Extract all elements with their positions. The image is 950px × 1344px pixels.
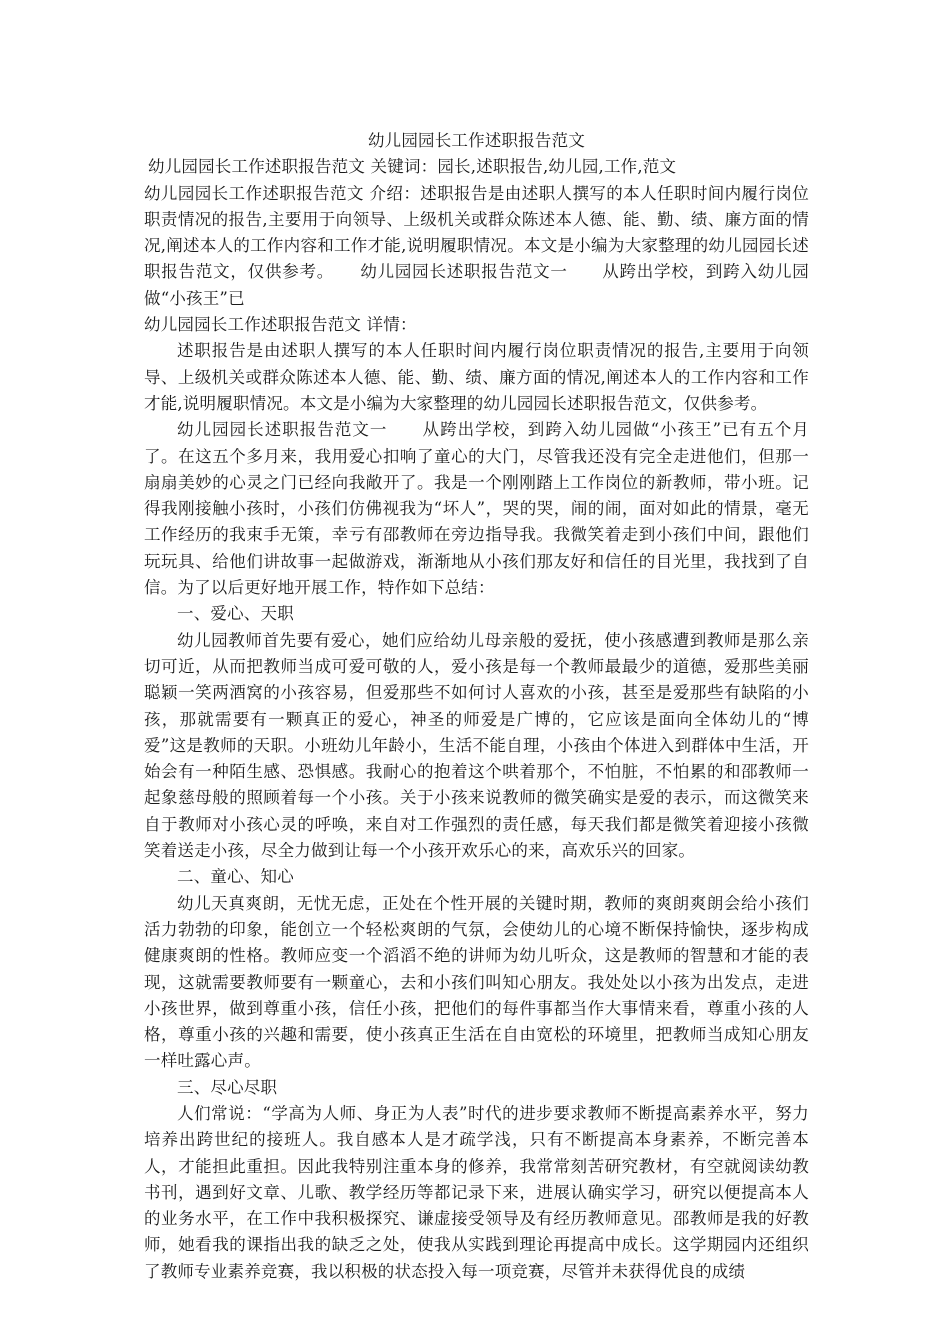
document-title: 幼儿园园长工作述职报告范文 xyxy=(367,131,586,150)
details-line: 幼儿园园长工作述职报告范文 详情： xyxy=(144,315,417,335)
section-paragraph: 人们常说：“学高为人师、身正为人表”时代的进步要求教师不断提高素养水平，努力培养出跨世纪的接班人。我自感本人是才疏学浅，只有不断提高本身素养，不断完善本人，才能担此重担。因此我特别注重本身的修养，我常常刻苦研究教材，有空就阅读幼教书刊，遇到好文章、儿歌、教学经历等都记录下来，进展认确实学习，研究以便提高本人的业务水平，在工作中我积极探究、谦虚接受领导及有经历教师意见。邵教师是我的好教师，她看我的课指出我的缺乏之处，使我从实践到理论再提高中成长。这学期园内还组织了教师专业素养竞赛，我以积极的状态投入每一项竞赛，尽管并未获得优良的成绩 xyxy=(144,1103,809,1281)
section-paragraph: 幼儿园教师首先要有爱心，她们应给幼儿母亲般的爱抚，使小孩感遭到教师是那么亲切可近，从而把教师当成可爱可敬的人，爱小孩是每一个教师最最少的道德，爱那些美丽聪颖一笑两酒窝的小孩容易，但爱那些不如何讨人喜欢的小孩，甚至是爱那些有缺陷的小孩，那就需要有一颗真正的爱心，神圣的师爱是广博的，它应该是面向全体幼儿的“博爱”这是教师的天职。小班幼儿年龄小，生活不能自理，小孩由个体进入到群体中生活，开始会有一种陌生感、恐惧感。我耐心的抱着这个哄着那个，不怕脏，不怕累的和邵教师一起象慈母般的照顾着每一个小孩。关于小孩来说教师的微笑确实是爱的表示，而这微笑来自于教师对小孩心灵的呼唤，来自对工作强烈的责任感，每天我们都是微笑着迎接小孩微笑着送走小孩，尽全力做到让每一个小孩开欢乐心的来，高欢乐兴的回家。 xyxy=(144,630,809,861)
section-heading: 一、爱心、天职 xyxy=(177,604,294,624)
intro-line: 幼儿园园长工作述职报告范文 介绍：述职报告是由述职人撰写的本人任职时间内履行岗位职责情况的报告,主要用于向领导、上级机关或群众陈述本人德、能、勤、绩、廉方面的情况,阐述本人的工作内容和工作才能,说明履职情况。本文是小编为大家整理的幼儿园园长述职报告范文，仅供参考。 幼儿园园长述职报告范文一 从跨出学校，到跨入幼儿园做“小孩王”已 xyxy=(144,183,809,308)
section-heading: 二、童心、知心 xyxy=(177,867,294,887)
section-paragraph: 幼儿天真爽朗，无忧无虑，正处在个性开展的关键时期，教师的爽朗爽朗会给小孩们活力勃勃的印象，能创立一个轻松爽朗的气氛，会使幼儿的心境不断保持愉快，逐步构成健康爽朗的性格。教师应变一个滔滔不绝的讲师为幼儿听众，这是教师的智慧和才能的表现，这就需要教师要有一颗童心，去和小孩们叫知心朋友。我处处以小孩为出发点，走进小孩世界，做到尊重小孩，信任小孩，把他们的每件事都当作大事情来看，尊重小孩的人格，尊重小孩的兴趣和需要，使小孩真正生活在自由宽松的环境里，把教师当成知心朋友一样吐露心声。 xyxy=(144,893,809,1071)
document-page xyxy=(144,128,809,1285)
section-heading: 三、尽心尽职 xyxy=(177,1077,278,1097)
body-paragraph: 幼儿园园长述职报告范文一 从跨出学校，到跨入幼儿园做“小孩王”已有五个月了。在这五个多月来，我用爱心扣响了童心的大门，尽管我还没有完全走进他们，但那一扇扇美妙的心灵之门已经向我敞开了。我是一个刚刚踏上工作岗位的新教师，带小班。记得我刚接触小孩时，小孩们仿佛视我为“坏人”，哭的哭，闹的闹，面对如此的情景，毫无工作经历的我束手无策，幸亏有邵教师在旁边指导我。我微笑着走到小孩们中间，跟他们玩玩具、给他们讲故事一起做游戏，渐渐地从小孩们那友好和信任的目光里，我找到了自信。为了以后更好地开展工作，特作如下总结： xyxy=(144,420,809,598)
body-paragraph: 述职报告是由述职人撰写的本人任职时间内履行岗位职责情况的报告,主要用于向领导、上级机关或群众陈述本人德、能、勤、绩、廉方面的情况,阐述本人的工作内容和工作才能,说明履职情况。本文是小编为大家整理的幼儿园园长述职报告范文，仅供参考。 xyxy=(144,341,809,413)
keywords-line: 幼儿园园长工作述职报告范文 关键词：园长,述职报告,幼儿园,工作,范文 xyxy=(148,157,677,177)
